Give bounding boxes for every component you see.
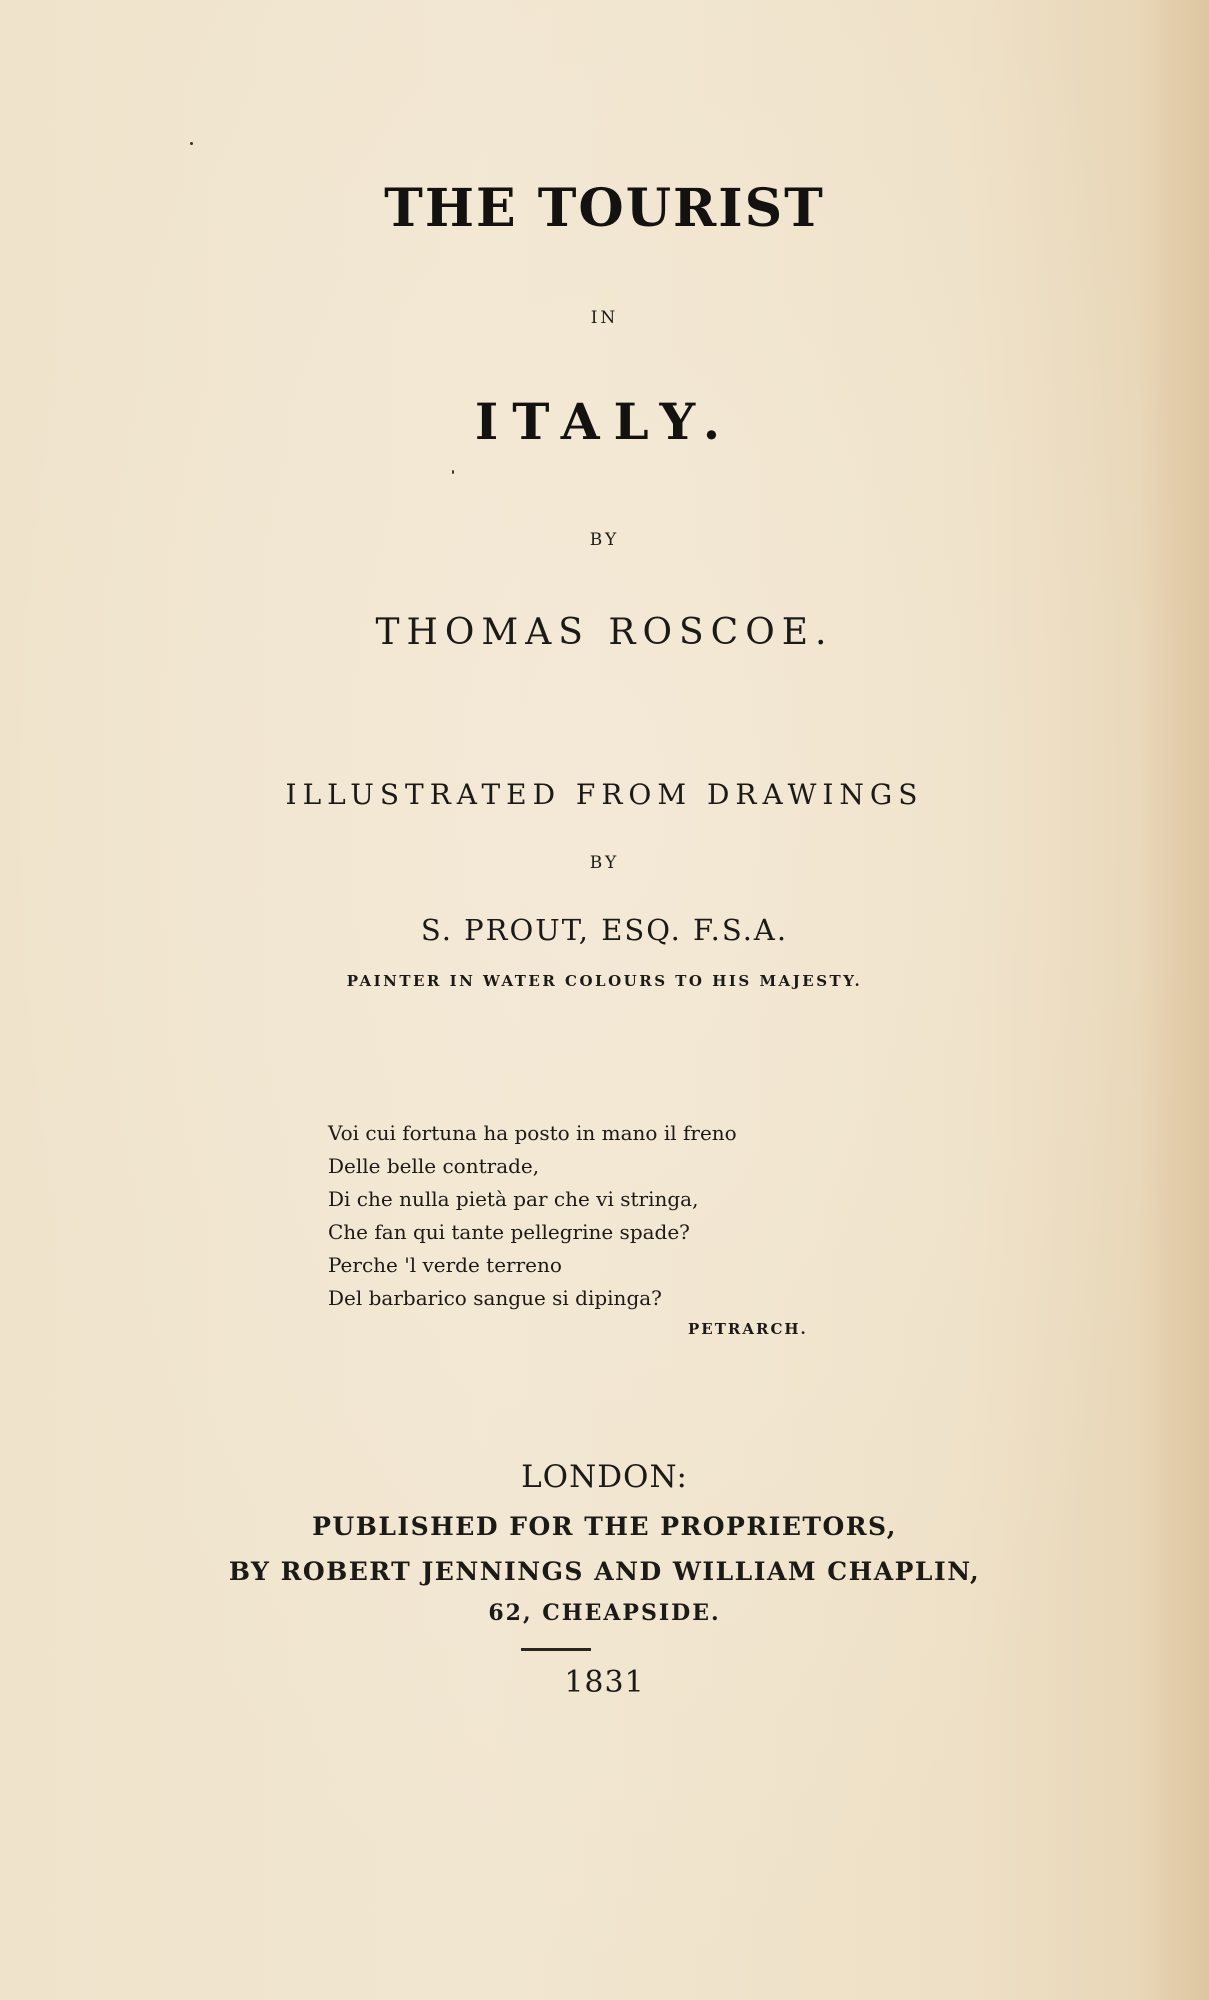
verse-line: Di che nulla pietà par che vi stringa, (328, 1187, 699, 1211)
verse-line: Delle belle contrade, (328, 1154, 540, 1178)
illustrator-name: S. PROUT, ESQ. F.S.A. (420, 913, 789, 947)
illustrated-line: ILLUSTRATED FROM DRAWINGS (285, 778, 924, 811)
imprint-rule (521, 1648, 591, 1651)
verse-line: Perche 'l verde terreno (328, 1253, 562, 1277)
book-subject: ITALY. (474, 392, 735, 451)
imprint-city: LONDON: (521, 1459, 688, 1495)
paper-speck (452, 470, 454, 474)
book-title: THE TOURIST (384, 178, 825, 239)
imprint-publisher-line-1: PUBLISHED FOR THE PROPRIETORS, (312, 1512, 897, 1541)
epigraph-verse (328, 1117, 737, 1315)
imprint-address: 62, CHEAPSIDE. (488, 1600, 721, 1626)
by-label-author: BY (589, 530, 620, 550)
illustrator-title: PAINTER IN WATER COLOURS TO HIS MAJESTY. (346, 972, 863, 990)
epigraph-attribution: PETRARCH. (688, 1320, 808, 1338)
verse-line: Che fan qui tante pellegrine spade? (328, 1220, 690, 1244)
paper-speck (190, 142, 193, 145)
verse-line: Del barbarico sangue si dipinga? (328, 1286, 662, 1310)
imprint-publisher-line-2: BY ROBERT JENNINGS AND WILLIAM CHAPLIN, (228, 1557, 981, 1586)
by-label-illustrator: BY (589, 853, 620, 873)
imprint-year: 1831 (564, 1665, 645, 1700)
verse-line: Voi cui fortuna ha posto in mano il freno (328, 1121, 737, 1145)
connector-in: IN (590, 308, 619, 328)
author-name: THOMAS ROSCOE. (375, 612, 834, 653)
